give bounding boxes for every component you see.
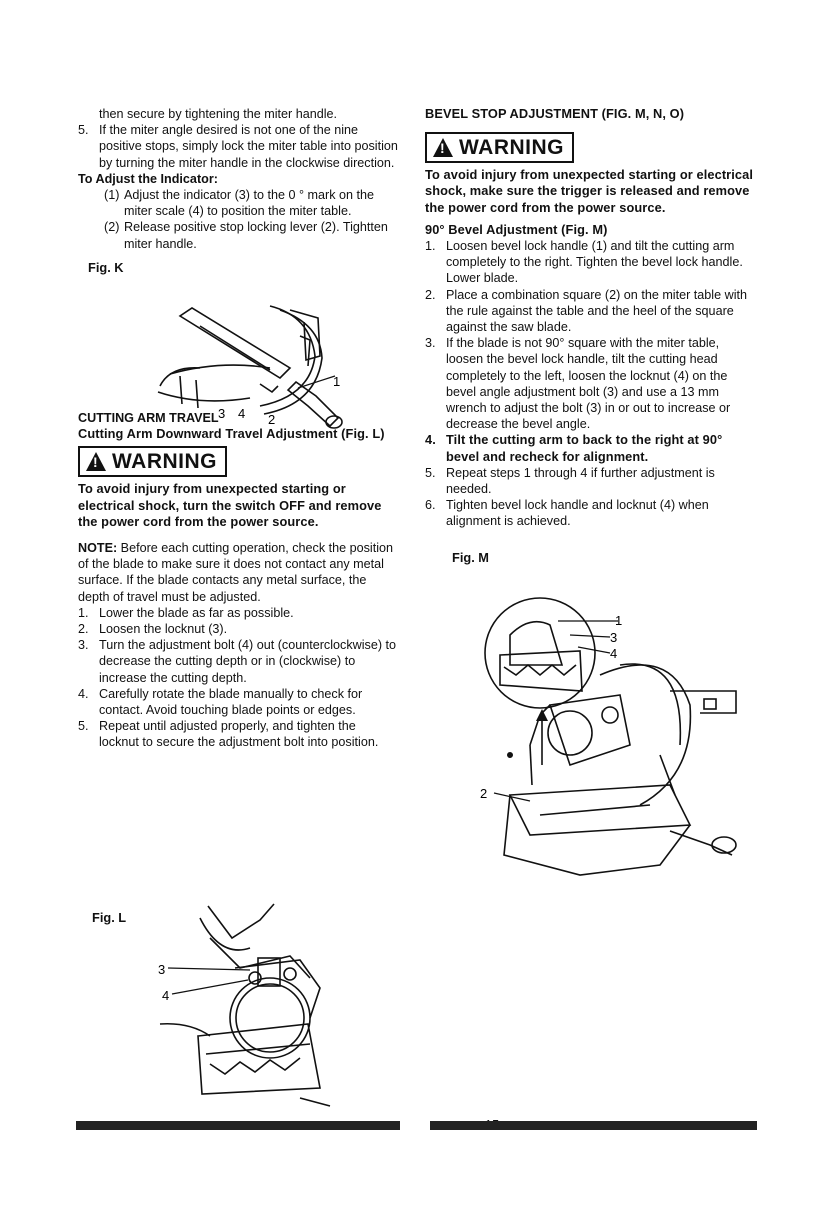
list-item <box>78 718 398 750</box>
step-text: Repeat until adjusted properly, and tighten the locknut to secure the adjustment bolt into position. <box>99 719 379 750</box>
warning-text: To avoid injury from unexpected starting or electrical shock, make sure the trigger is released and remove the power cord from the power source. <box>425 167 754 215</box>
warning-label: WARNING <box>459 135 564 159</box>
right-column <box>425 106 755 566</box>
callout-line-3 <box>570 635 610 637</box>
list-item <box>104 187 398 219</box>
list-item <box>425 335 755 432</box>
fig-m-illustration <box>470 595 750 885</box>
step-text: Lower the blade as far as possible. <box>99 605 294 620</box>
step-text: If the blade is not 90° square with the miter table, loosen the bevel lock handle, tilt the cutting head completely to the left, loosen the locknut (4) on the bevel angle adjustment bolt (3) and use a 13 mm wrench to adjust the bolt (3) in or out to increase or decrease the bevel angle. <box>446 336 731 432</box>
step-text: Place a combination square (2) on the miter table with the rule against the table and the heel of the square against the saw blade. <box>446 287 748 335</box>
step-number: 1. <box>425 239 436 254</box>
fig-k-callout-2: 2 <box>268 412 276 427</box>
step-number: 5. <box>78 719 89 734</box>
list-item <box>425 238 755 287</box>
fig-k-callout-1: 1 <box>333 374 341 389</box>
step-number: 4. <box>78 686 89 701</box>
note-text: Before each cutting operation, check the position of the blade to make sure it does not contact any metal surface. If the blade contacts any metal surface, the depth of travel must be adjusted. <box>78 541 394 604</box>
step-number: 6. <box>425 498 436 513</box>
warning-banner <box>425 132 574 163</box>
list-item <box>104 219 398 251</box>
list-item <box>78 621 398 637</box>
warning-label: WARNING <box>112 449 217 473</box>
step-text: Repeat steps 1 through 4 if further adjustment is needed. <box>446 465 715 497</box>
fig-l-callout-3: 3 <box>158 962 166 977</box>
warning-banner <box>78 446 227 477</box>
fig-l-illustration <box>140 898 340 1113</box>
list-item <box>78 605 398 621</box>
fig-k-illustration <box>140 296 370 436</box>
fig-m-callout-2: 2 <box>480 786 488 801</box>
list-item <box>78 122 398 171</box>
warning-text: To avoid injury from unexpected starting or electrical shock, turn the switch OFF and remove the power cord from the power source. <box>78 481 382 529</box>
note-label: NOTE: <box>78 541 118 556</box>
fig-m-callout-1: 1 <box>615 613 623 628</box>
intro-line: then secure by tightening the miter handle. <box>99 107 338 121</box>
arrow-head-icon <box>536 709 548 721</box>
step-text: Turn the adjustment bolt (4) out (counterclockwise) to decrease the cutting depth or in (clockwise) to increase the cutting depth. <box>99 638 397 685</box>
travel-step-list <box>78 605 398 751</box>
step-number: 2. <box>78 622 89 637</box>
section-title: CUTTING ARM TRAVEL <box>78 411 219 426</box>
bevel-step-list <box>425 238 755 530</box>
list-item <box>425 497 755 529</box>
cutting-arm-drawing <box>160 904 330 1106</box>
step-number: 1. <box>78 605 89 620</box>
subsection-title: Cutting Arm Downward Travel Adjustment (Fig. L) <box>78 426 385 442</box>
bevel-section-heading: BEVEL STOP ADJUSTMENT (FIG. M, N, O) <box>425 106 685 121</box>
step-number: (2) <box>104 220 120 235</box>
step-number: 2. <box>425 287 436 302</box>
step-number: (1) <box>104 188 120 203</box>
list-item <box>425 432 755 464</box>
step-number: 4. <box>425 432 436 448</box>
list-item <box>78 686 398 718</box>
list-item <box>425 465 755 497</box>
step-text: Loosen bevel lock handle (1) and tilt the cutting arm completely to the right. Tighten the bevel lock handle. Lower blade. <box>446 239 743 286</box>
footer-bar-right <box>430 1121 757 1130</box>
step-text: Tighten bevel lock handle and locknut (4) when alignment is achieved. <box>446 498 709 529</box>
indicator-step-list <box>78 187 398 252</box>
step-text: If the miter angle desired is not one of the nine positive stops, simply lock the miter table into position by turning the miter handle in the clockwise direction. <box>99 123 398 170</box>
miter-step-list <box>78 122 398 171</box>
fig-k-callout-3: 3 <box>218 406 226 421</box>
bullet-dot <box>507 752 513 758</box>
warning-triangle-icon <box>86 452 106 471</box>
step-number: 3. <box>78 638 89 653</box>
fig-k-label: Fig. K <box>88 259 124 275</box>
step-text: Release positive stop locking lever (2). Tightten miter handle. <box>124 220 388 251</box>
step-text: Carefully rotate the blade manually to check for contact. Avoid touching blade points or edges. <box>99 686 363 718</box>
step-number: 5. <box>78 123 89 138</box>
fig-m-callout-4: 4 <box>610 646 618 661</box>
footer-bar-left <box>76 1121 400 1130</box>
bevel-subheading: 90° Bevel Adjustment (Fig. M) <box>425 221 608 237</box>
step-number: 5. <box>425 465 436 480</box>
list-item <box>78 637 398 686</box>
step-text: Loosen the locknut (3). <box>99 622 228 637</box>
fig-l-callout-4: 4 <box>162 988 170 1003</box>
step-text: Adjust the indicator (3) to the 0 ° mark on the miter scale (4) to position the miter table. <box>124 188 375 219</box>
fig-k-callout-4: 4 <box>238 406 246 421</box>
callout-line-4 <box>172 980 248 994</box>
warning-triangle-icon <box>433 138 453 157</box>
indicator-heading: To Adjust the Indicator: <box>78 171 218 186</box>
fig-l-label: Fig. L <box>92 910 127 925</box>
fig-m-label: Fig. M <box>452 549 489 565</box>
miter-table-drawing <box>158 306 342 428</box>
list-item <box>425 287 755 336</box>
step-number: 3. <box>425 336 436 351</box>
step-text: Tilt the cutting arm to back to the right at 90° bevel and recheck for alignment. <box>446 432 723 464</box>
page-footer <box>76 1117 757 1137</box>
fig-m-callout-3: 3 <box>610 630 618 645</box>
note-paragraph <box>78 540 398 605</box>
